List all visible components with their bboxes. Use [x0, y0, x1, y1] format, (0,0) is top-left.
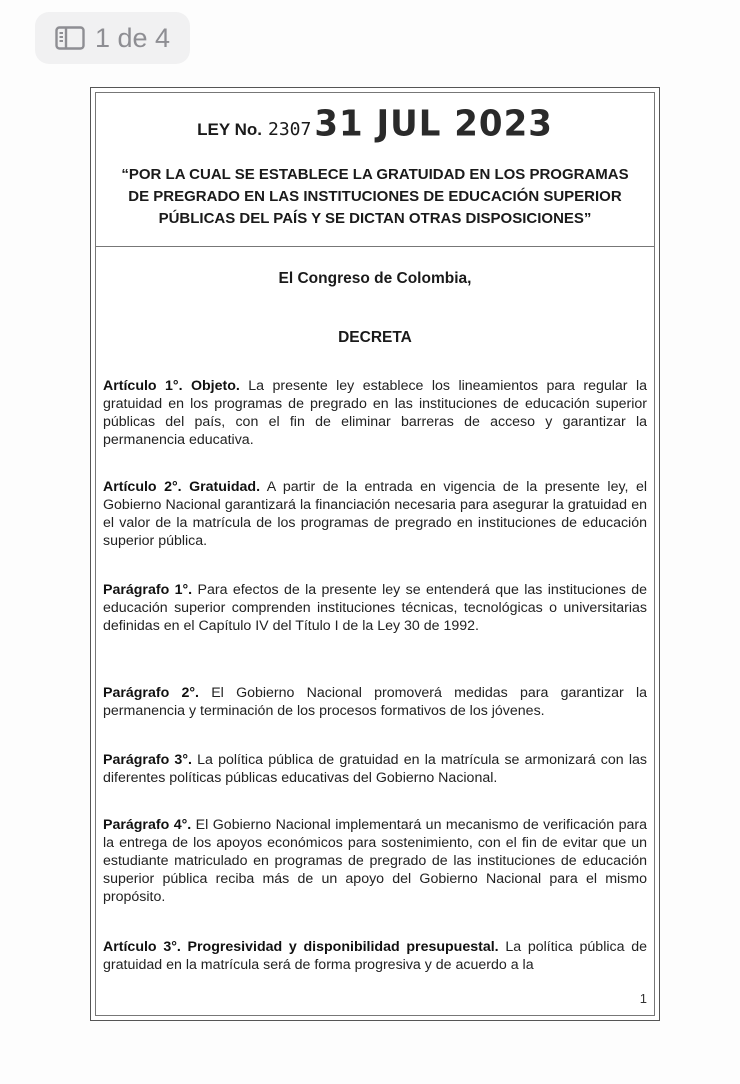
law-number: 2307	[267, 119, 312, 140]
article-3	[103, 938, 647, 974]
paragraph-heading: Parágrafo 1°.	[103, 582, 193, 598]
law-title: “POR LA CUAL SE ESTABLECE LA GRATUIDAD EN LOS PROGRAMAS DE PREGRADO EN LAS INSTITUCIONES DE EDUCACIÓN SUPERIOR PÚBLICAS DEL PAÍS Y SE DICTAN OTRAS DISPOSICIONES”	[121, 166, 629, 227]
paragraph-text: Para efectos de la presente ley se entenderá que las instituciones de educación superior comprenden instituciones técnicas, tecnológicas o universitarias definidas en el Capítulo IV del Título I de la Ley 30 de 1992.	[103, 582, 648, 634]
law-header	[95, 92, 655, 247]
page-indicator[interactable]	[35, 12, 190, 64]
paragraph-4	[103, 816, 647, 906]
paragraph-1	[103, 581, 647, 635]
paragraph-heading: Parágrafo 4°.	[103, 817, 192, 833]
article-heading: Artículo 1°. Objeto.	[103, 378, 240, 394]
article-2	[103, 478, 647, 550]
paragraph-2	[103, 684, 647, 720]
paragraph-heading: Parágrafo 3°.	[103, 752, 192, 768]
document-page	[90, 87, 660, 1021]
page-indicator-label: 1 de 4	[95, 22, 171, 53]
article-text: A partir de la entrada en vigencia de la presente ley, el Gobierno Nacional garantizará la financiación necesaria para asegurar la gratuidad en el valor de la matrícula de los programas de pregrado en instituciones de educación superior pública.	[103, 479, 647, 549]
page-number: 1	[639, 991, 647, 1006]
paragraph-heading: Parágrafo 2°.	[103, 685, 199, 701]
article-heading: Artículo 2°. Gratuidad.	[103, 479, 261, 495]
decreta-heading: DECRETA	[338, 329, 412, 346]
issuer: El Congreso de Colombia,	[278, 270, 472, 287]
paragraph-3	[103, 751, 647, 787]
sidebar-icon	[55, 26, 85, 50]
article-text: La presente ley establece los lineamientos para regular la gratuidad en los programas de pregrado en las instituciones de educación superior públicas del país, con el fin de eliminar barreras de acceso y garantizar la permanencia educativa.	[103, 378, 647, 448]
law-id-line	[95, 104, 655, 144]
article-text: La política pública de gratuidad en la matrícula será de forma progresiva y de acuerdo a la	[103, 939, 647, 973]
law-label: LEY No.	[197, 120, 262, 139]
law-date-stamp: 31 JUL 2023	[314, 103, 553, 145]
paragraph-text: El Gobierno Nacional implementará un mecanismo de verificación para la entrega de los apoyos económicos para sostenimiento, con el fin de evitar que un estudiante matriculado en programas de pregrado de las instituciones de educación superior pública reciba más de un apoyo del Gobierno Nacional para el mismo propósito.	[103, 817, 647, 905]
paragraph-text: El Gobierno Nacional promoverá medidas para garantizar la permanencia y terminación de los procesos formativos de los jóvenes.	[103, 685, 648, 719]
paragraph-text: La política pública de gratuidad en la matrícula se armonizará con las diferentes políticas públicas educativas del Gobierno Nacional.	[103, 752, 647, 786]
article-1	[103, 377, 647, 449]
article-heading: Artículo 3°. Progresividad y disponibilidad presupuestal.	[103, 939, 499, 955]
